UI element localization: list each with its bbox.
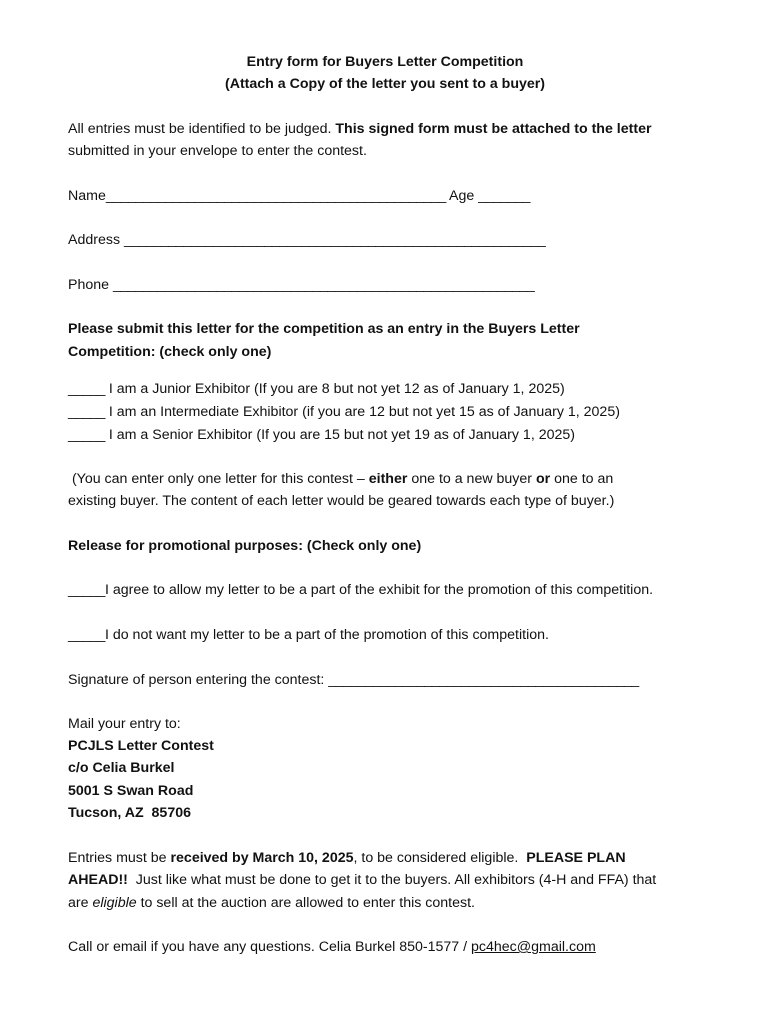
- checkbox-blank[interactable]: _____: [68, 381, 105, 397]
- address-blank[interactable]: _________________________________________________________: [124, 232, 546, 248]
- checkbox-blank[interactable]: _____: [68, 404, 105, 420]
- email-link[interactable]: pc4hec@gmail.com: [471, 939, 596, 955]
- senior-option[interactable]: _____ I am a Senior Exhibitor (If you are 15 but not yet 19 as of January 1, 2025): [68, 427, 575, 443]
- checkbox-blank[interactable]: _____: [68, 427, 105, 443]
- contact-line: Call or email if you have any questions. Celia Burkel 850-1577 / pc4hec@gmail.com: [68, 939, 596, 955]
- address-label: Address: [68, 232, 124, 248]
- phone-label: Phone: [68, 277, 113, 293]
- name-label: Name: [68, 188, 106, 204]
- intermediate-option[interactable]: _____ I am an Intermediate Exhibitor (if you are 12 but not yet 15 as of January 1, 2025): [68, 404, 620, 420]
- phone-blank[interactable]: _________________________________________________________: [112, 277, 535, 293]
- intro-line-2: submitted in your envelope to enter the contest.: [68, 143, 367, 159]
- checkbox-blank[interactable]: _____: [68, 582, 105, 598]
- intro-line-1: All entries must be identified to be judged. This signed form must be attached to the letter: [68, 121, 652, 137]
- name-blank[interactable]: ______________________________________________: [105, 188, 446, 204]
- note-line-1: (You can enter only one letter for this contest – either one to a new buyer or one to an: [68, 471, 614, 487]
- release-agree-option[interactable]: _____I agree to allow my letter to be a part of the exhibit for the promotion of this competition.: [68, 582, 654, 598]
- age-blank[interactable]: _______: [478, 188, 530, 204]
- deadline-line-2: AHEAD!! Just like what must be done to get it to the buyers. All exhibitors (4-H and FFA) that: [68, 872, 657, 888]
- note-line-2: existing buyer. The content of each letter would be geared towards each type of buyer.): [68, 493, 615, 509]
- release-decline-option[interactable]: _____I do not want my letter to be a part of the promotion of this competition.: [68, 627, 549, 643]
- signature-field[interactable]: [68, 671, 639, 689]
- mail-address-line: Tucson, AZ 85706: [68, 805, 191, 821]
- mail-address-line: PCJLS Letter Contest: [68, 738, 214, 754]
- address-field[interactable]: [68, 231, 545, 249]
- division-heading-1: Please submit this letter for the competition as an entry in the Buyers Letter: [68, 321, 580, 337]
- signature-blank[interactable]: __________________________________________: [328, 672, 639, 688]
- checkbox-blank[interactable]: _____: [68, 627, 105, 643]
- signature-label: Signature of person entering the contest:: [68, 672, 329, 688]
- deadline-line-3: are eligible to sell at the auction are allowed to enter this contest.: [68, 895, 475, 911]
- form-subtitle: (Attach a Copy of the letter you sent to a buyer): [224, 76, 546, 92]
- release-heading: Release for promotional purposes: (Check only one): [68, 538, 422, 554]
- phone-field[interactable]: [68, 276, 534, 294]
- deadline-line-1: Entries must be received by March 10, 2025, to be considered eligible. PLEASE PLAN: [68, 850, 626, 866]
- division-heading-2: Competition: (check only one): [68, 344, 272, 360]
- name-field[interactable]: [68, 187, 530, 205]
- mail-intro: Mail your entry to:: [68, 716, 181, 732]
- age-label: Age: [445, 188, 479, 204]
- form-title: Entry form for Buyers Letter Competition: [246, 54, 524, 70]
- junior-option[interactable]: _____ I am a Junior Exhibitor (If you are 8 but not yet 12 as of January 1, 2025): [68, 381, 565, 397]
- mail-address-line: 5001 S Swan Road: [68, 783, 194, 799]
- mail-address-line: c/o Celia Burkel: [68, 760, 175, 776]
